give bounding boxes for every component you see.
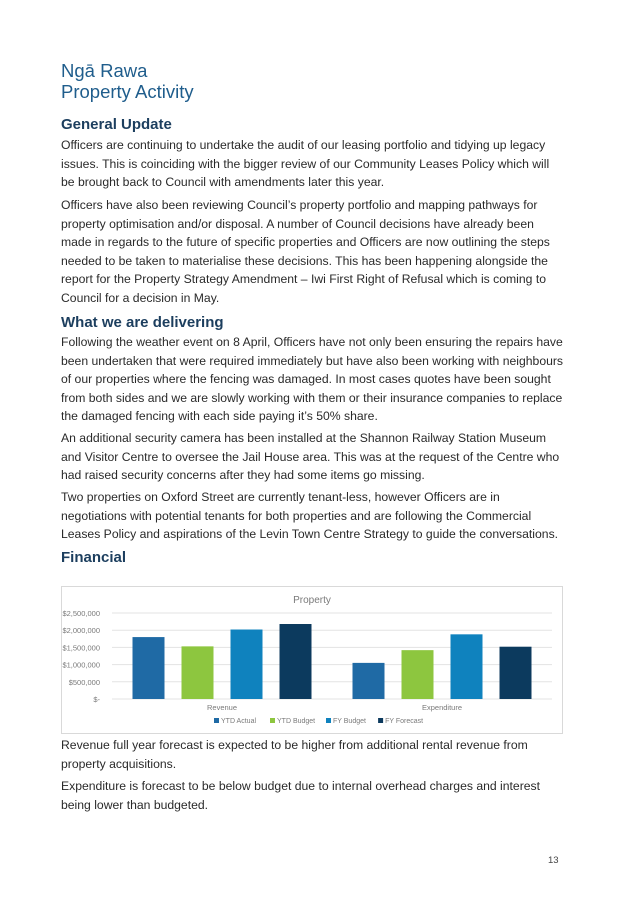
- legend-swatch: [326, 718, 331, 723]
- bar-revenue-fy-forecast: [280, 624, 312, 699]
- financial-paragraph-1: Revenue full year forecast is expected to be higher from additional rental revenue from property acquisitions.: [61, 738, 528, 771]
- bar-expenditure-fy-forecast: [500, 647, 532, 699]
- legend-swatch: [214, 718, 219, 723]
- property-chart: [61, 586, 563, 734]
- legend-label: FY Forecast: [385, 718, 424, 725]
- bar-revenue-ytd-actual: [133, 637, 165, 699]
- general-update-paragraph-1: Officers are continuing to undertake the audit of our leasing portfolio and tidying up legacy issues. This is coinciding with the bigger review of our Community Leases Policy which will be brought back to Council with amendments later this year.: [61, 138, 550, 190]
- x-category-label: Expenditure: [421, 703, 463, 712]
- legend-label: FY Budget: [333, 718, 366, 725]
- delivering-paragraph-1: Following the weather event on 8 April, Officers have not only been ensuring the repairs have been undertaken that were required immediately but have also been working with neighbours of our properties where the fencing was damaged. In most cases quotes have been sought from both sides and we are slowly working with them or their insurance companies to replace the damaged fencing with each side paying it’s 50% share.: [61, 335, 564, 424]
- general-update-paragraph-2: Officers have also been reviewing Council’s property portfolio and mapping pathways for property optimisation and/or disposal. A number of Council decisions have already been made in regards to the future of specific properties and Officers are now outlining the steps needed to be taken to materialise these decisions. This has been happening alongside the report for the Property Strategy Amendment – Iwi First Right of Refusal which is coming to Council for a decision in May.: [61, 198, 550, 305]
- bar-revenue-fy-budget: [231, 630, 263, 699]
- legend-swatch: [378, 718, 383, 723]
- financial-heading: Financial: [61, 549, 127, 566]
- legend-label: YTD Actual: [221, 718, 257, 725]
- y-tick-label: $1,000,000: [62, 660, 100, 670]
- chart-title: Property: [293, 595, 331, 606]
- y-tick-label: $1,500,000: [62, 643, 100, 653]
- y-tick-label: $500,000: [68, 677, 100, 687]
- bar-revenue-ytd-budget: [182, 646, 214, 699]
- property-chart-svg: [62, 587, 562, 733]
- section-title: [61, 60, 194, 102]
- x-category-label: Revenue: [206, 703, 238, 712]
- bar-expenditure-ytd-actual: [353, 663, 385, 699]
- delivering-paragraph-3: Two properties on Oxford Street are currently tenant-less, however Officers are in negotiations with potential tenants for both properties and are following the Commercial Leases Policy and aspirations of the Levin Town Centre Strategy to guide the conversations.: [61, 490, 559, 542]
- section-title-english: Property Activity: [61, 81, 194, 102]
- financial-paragraph-2: Expenditure is forecast to be below budget due to internal overhead charges and interest being lower than budgeted.: [61, 779, 541, 812]
- delivering-heading: What we are delivering: [61, 314, 224, 331]
- y-tick-label: $-: [93, 695, 100, 704]
- section-title-maori: Ngā Rawa: [61, 60, 148, 81]
- legend-swatch: [270, 718, 275, 723]
- y-tick-label: $2,000,000: [62, 626, 100, 636]
- page-number: 13: [548, 855, 559, 866]
- bar-expenditure-ytd-budget: [402, 650, 434, 699]
- legend-label: YTD Budget: [277, 718, 316, 725]
- y-tick-label: $2,500,000: [62, 609, 100, 618]
- bar-expenditure-fy-budget: [451, 634, 483, 699]
- general-update-heading: General Update: [61, 116, 172, 133]
- delivering-paragraph-2: An additional security camera has been installed at the Shannon Railway Station Museum and Visitor Centre to oversee the Jail House area. This was at the request of the Centre who had raised security concerns after they had some items go missing.: [61, 431, 560, 483]
